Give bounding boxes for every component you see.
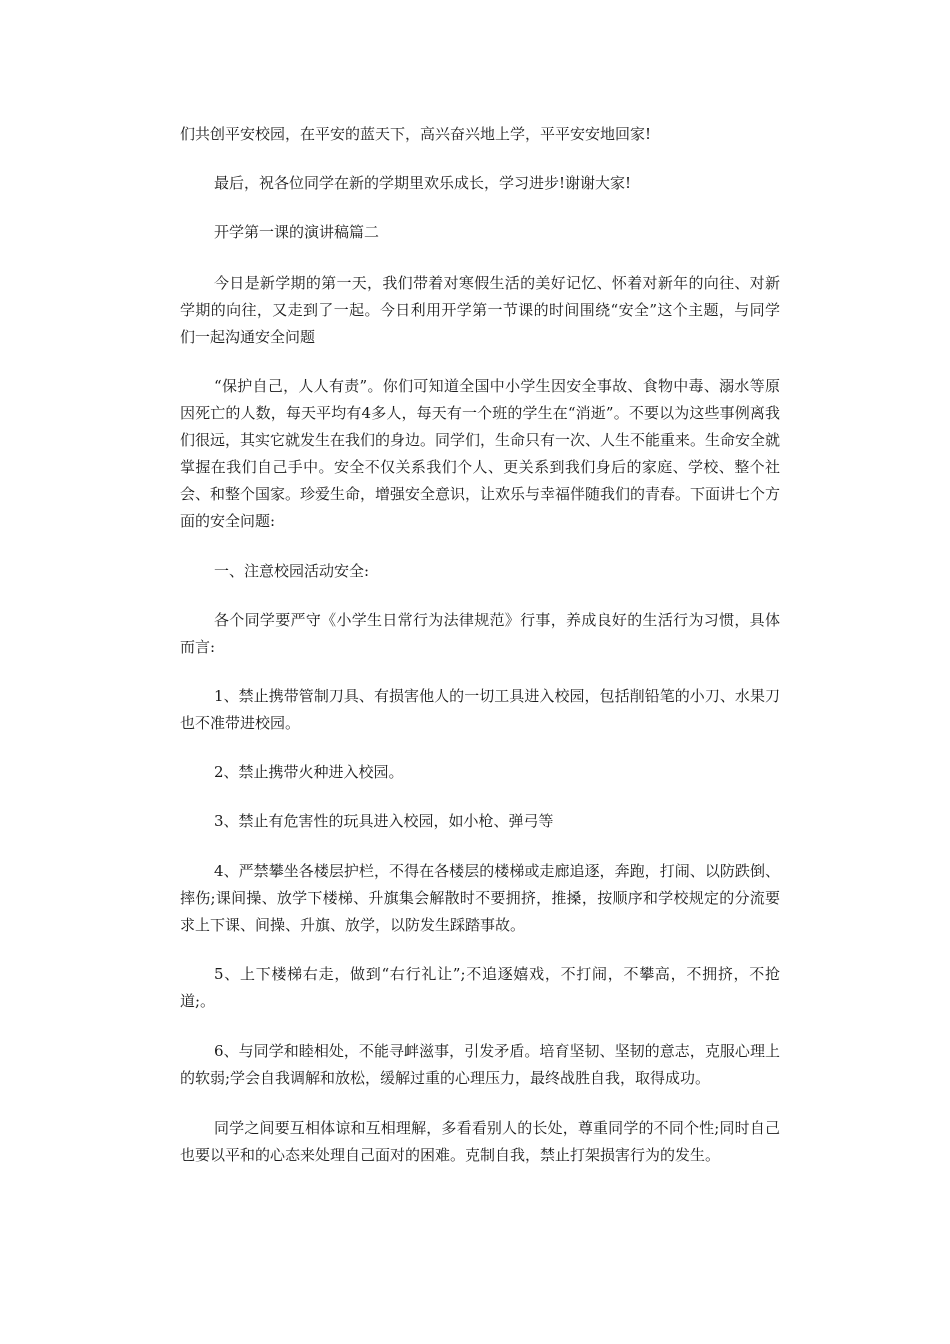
paragraph-intro: 今日是新学期的第一天，我们带着对寒假生活的美好记忆、怀着对新年的向往、对新学期的向往，又走到了一起。今日利用开学第一节课的时间围绕“安全”这个主题，与同学们一起沟通安全问题 — [180, 274, 780, 346]
list-item-rule-5: 5、上下楼梯右走，做到“右行礼让”;不追逐嬉戏，不打闹，不攀高，不拥挤，不抢道;。 — [180, 965, 780, 1010]
paragraph-safety-responsibility: “保护自己，人人有责”。你们可知道全国中小学生因安全事故、食物中毒、溺水等原因死亡的人数，每天平均有4多人，每天有一个班的学生在“消逝”。不要以为这些事例离我们很远，其实它就发生在我们的身边。同学们，生命只有一次、人生不能重来。生命安全就掌握在我们自己手中。安全不仅关系我们个人、更关系到我们身后的家庭、学校、整个社会、和整个国家。珍爱生命，增强安全意识，让欢乐与幸福伴随我们的青春。下面讲七个方面的安全问题: — [180, 377, 781, 530]
document-page — [180, 121, 780, 1169]
paragraph-mutual-understanding: 同学之间要互相体谅和互相理解，多看看别人的长处，尊重同学的不同个性;同时自己也要以平和的心态来处理自己面对的困难。克制自我，禁止打架损害行为的发生。 — [180, 1119, 780, 1164]
list-item-rule-6: 6、与同学和睦相处，不能寻衅滋事，引发矛盾。培育坚韧、坚韧的意志，克服心理上的软弱;学会自我调解和放松，缓解过重的心理压力，最终战胜自我，取得成功。 — [180, 1042, 780, 1087]
list-item-rule-4: 4、严禁攀坐各楼层护栏，不得在各楼层的楼梯或走廊追逐，奔跑，打闹、以防跌倒、摔伤;课间操、放学下楼梯、升旗集会解散时不要拥挤，推搡，按顺序和学校规定的分流要求上下课、间操、升旗、放学，以防发生踩踏事故。 — [180, 862, 780, 934]
list-item-rule-2: 2、禁止携带火种进入校园。 — [214, 763, 404, 781]
paragraph-farewell: 最后，祝各位同学在新的学期里欢乐成长，学习进步!谢谢大家! — [214, 174, 632, 192]
section-heading-campus-safety: 一、注意校园活动安全: — [214, 562, 370, 580]
list-item-rule-3: 3、禁止有危害性的玩具进入校园，如小枪、弹弓等 — [214, 812, 554, 830]
paragraph-code-of-conduct: 各个同学要严守《小学生日常行为法律规范》行事，养成良好的生活行为习惯，具体而言: — [180, 611, 780, 656]
section-heading-speech-two: 开学第一课的演讲稿篇二 — [214, 223, 380, 241]
list-item-rule-1: 1、禁止携带管制刀具、有损害他人的一切工具进入校园，包括削铅笔的小刀、水果刀也不准带进校园。 — [180, 687, 780, 732]
paragraph-closing-line: 们共创平安校园，在平安的蓝天下，高兴奋兴地上学，平平安安地回家! — [180, 125, 652, 143]
